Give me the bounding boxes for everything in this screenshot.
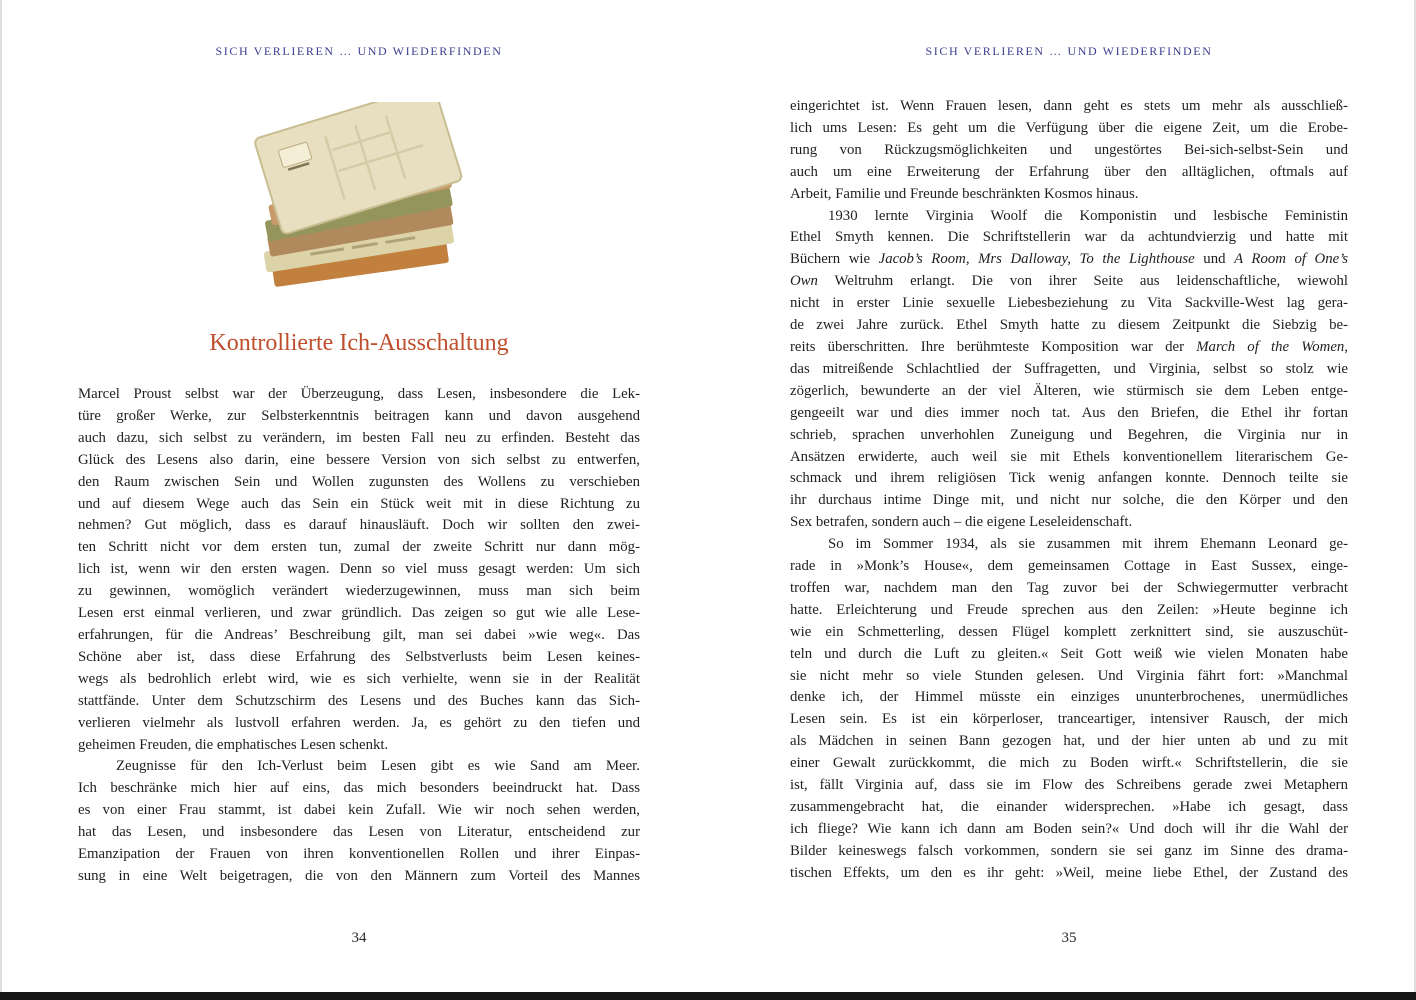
text-line: troffen war, nachdem man den Tag zuvor bei der Schwiegermutter verbracht [790, 579, 1348, 596]
page-number-right: 35 [1061, 930, 1077, 946]
paragraph [790, 96, 1348, 206]
text-line: und auf diesem Wege auch das Sein ein Stück weit mit in diese Richtung zu [78, 495, 640, 512]
text-line: auch um eine Erweiterung der Erfahrung über den alltäglichen, oftmals auf [790, 163, 1348, 180]
paragraph [790, 206, 1348, 535]
scan-bottom-bar [0, 992, 1416, 1000]
text-line: rade in »Monk’s House«, dem gemeinsamen Cottage in East Sussex, einge- [790, 558, 1348, 575]
text-line: rung von Rückzugsmöglichkeiten und ungestörtes Bei-sich-selbst-Sein und [790, 141, 1348, 158]
text-line: stattfände. Unter dem Schutzschirm des Lesens und des Buches kann das Sich- [78, 692, 640, 709]
left-body-text [78, 384, 640, 888]
text-line: nehmen? Gut möglich, dass es darauf hinausläuft. Doch wir sollten den zwei- [78, 517, 640, 534]
paragraph [78, 384, 640, 756]
text-line: geheimen Freuden, die emphatisches Lesen schenkt. [78, 736, 389, 753]
text-line: Schöne aber ist, dass diese Erfahrung des Selbstverlusts beim Lesen keines- [78, 648, 640, 665]
chapter-heading: Kontrollierte Ich-Ausschaltung [209, 330, 509, 356]
left-page [0, 0, 708, 992]
text-line: Zeugnisse für den Ich-Verlust beim Lesen gibt es wie Sand am Meer. [116, 758, 640, 775]
text-line: Ethel Smyth kennen. Die Schriftstellerin war da achtundvierzig und hatte mit [790, 229, 1348, 246]
page-number-left: 34 [351, 930, 367, 946]
text-line: es von einer Frau stammt, ist dabei kein Zufall. Wie wir noch sehen werden, [78, 802, 640, 819]
text-line: teln und durch die Luft zu gleiten.« Seit Gott weiß wie vielen Monaten habe [790, 645, 1348, 662]
text-line: de zwei Jahre zurück. Ethel Smyth hatte zu diesem Zeitpunkt die Siebzig be- [790, 317, 1348, 334]
paragraph [78, 756, 640, 887]
text-line: schrieb, sprachen unverhohlen Zuneigung und Begehren, die Virginia nur in [790, 426, 1348, 443]
text-line: zögerlich, bewunderte an der viel Älteren, wie stürmisch sie dem Leben entge- [790, 382, 1348, 399]
text-line: ist, fällt Virginia auf, dass sie im Flow des Schreibens gerade zwei Metaphern [790, 777, 1348, 794]
text-line: den Raum zwischen Sein und Wollen zugunsten des Wollens zu verschieben [78, 473, 640, 490]
text-line: wegs als bedrohlich erlebt wird, wie es sich verhielte, wenn sie in der Realität [78, 670, 640, 687]
text-line: Ich beschränke mich hier auf eins, das mich besonders beeindruckt hat. Dass [78, 780, 640, 797]
text-line: Arbeit, Familie und Freunde beschränkten Kosmos hinaus. [790, 185, 1139, 202]
text-line: einer Gewalt zurückkommt, die mich zu Boden wirft.« Schriftstellerin, die sie [790, 755, 1348, 772]
text-line: wie ein Schmetterling, dessen Flügel komplett zerknittert sind, sie auszuschüt- [790, 623, 1348, 640]
text-line: lich ist, wenn wir den ersten wagen. Denn so viel muss gesagt werden: Um sich [78, 561, 640, 578]
text-line: lich ums Lesen: Es geht um die Verfügung über die eigene Zeit, um die Erobe- [790, 119, 1348, 136]
text-line: ten Schritt nicht vor dem ersten tun, zumal der zweite Schritt nur dann mög- [78, 539, 640, 556]
books-illustration [239, 102, 479, 292]
text-line: sung in eine Welt beigetragen, die von den Männern zum Vorteil des Mannes [78, 867, 640, 884]
right-page [708, 0, 1416, 992]
text-line: Sex betrafen, sondern auch – die eigene Leseleidenschaft. [790, 514, 1133, 531]
text-line: nicht in erster Linie sexuelle Liebesbeziehung zu Vita Sackville-West lag gera- [790, 295, 1348, 312]
text-line: zu gewinnen, womöglich verändert wiederzugewinnen, muss man sich beim [78, 583, 640, 600]
text-line: türe großer Werke, zur Selbsterkenntnis beitragen kann und davon ausgehend [78, 407, 640, 424]
running-head-left: SICH VERLIEREN … UND WIEDERFINDEN [215, 44, 503, 58]
text-line: zusammengebracht hat, die einander widersprechen. »Habe ich gesagt, dass [790, 799, 1348, 815]
text-line: ihr durchaus intime Dinge mit, und nicht nur solche, die den Körper und den [790, 492, 1348, 509]
text-line: das mitreißende Schlachtlied der Suffragetten, und Virginia, selbst so stolz wie [790, 360, 1348, 377]
text-line: Bilder keineswegs falsch vorkommen, sondern sie sei ganz im Sinne des drama- [790, 842, 1348, 859]
text-line: hat das Lesen, und insbesondere das Lesen von Literatur, entscheidend zur [78, 824, 640, 841]
text-line: Marcel Proust selbst war der Überzeugung, dass Lesen, insbesondere die Lek- [78, 386, 640, 402]
text-line: Büchern wie Jacob’s Room, Mrs Dalloway, To the Lighthouse und A Room of One’s [790, 251, 1348, 268]
text-line: gengeeilt war und dies immer noch tat. Aus den Briefen, die Ethel ihr fortan [790, 404, 1348, 421]
text-line: Lesen erst einmal verlieren, und zwar gründlich. Das zeigen so gut wie alle Lese- [78, 605, 640, 622]
text-line: 1930 lernte Virginia Woolf die Komponistin und lesbische Feministin [828, 207, 1348, 224]
text-line: als Mädchen in seinen Bann gezogen hat, und der hier unten ab und zu mit [790, 733, 1348, 750]
text-line: ich fliege? Wie kann ich dann am Boden sein?« Und doch will ihr die Wahl der [790, 820, 1348, 837]
text-line: So im Sommer 1934, als sie zusammen mit ihrem Ehemann Leonard ge- [828, 536, 1348, 553]
text-line: Ansätzen erwiderte, auch weil sie mit Ethels konventionellem literarischem Ge- [790, 448, 1348, 465]
running-head-right: SICH VERLIEREN … UND WIEDERFINDEN [925, 44, 1213, 58]
scan-edge-left [0, 0, 2, 1000]
text-line: Own Weltruhm erlangt. Die von ihrer Seite aus leidenschaftliche, wiewohl [790, 273, 1348, 290]
text-line: tischen Effekts, um den es ihr geht: »Weil, meine liebe Ethel, der Zustand des [790, 864, 1348, 881]
text-line: hatte. Erleichterung und Freude sprechen aus den Zeilen: »Heute beginne ich [790, 601, 1348, 618]
right-body-text [790, 96, 1348, 885]
books-photo [239, 102, 479, 292]
text-line: verlieren vielmehr als lustvoll erfahren werden. Ja, es gehört zu den tiefen und [78, 714, 640, 731]
text-line: erfahrungen, für die Andreas’ Beschreibung gilt, man sei dabei »wie weg«. Das [78, 626, 640, 643]
text-line: Lesen sein. Es ist ein körperloser, tranceartiger, intensiver Rausch, der mich [790, 711, 1348, 728]
paragraph [790, 534, 1348, 885]
text-line: sie nicht mehr so viele Stunden gelesen. Und Virginia fährt fort: »Manchmal [790, 667, 1348, 684]
text-line: reits überschritten. Ihre berühmteste Komposition war der March of the Women, [790, 338, 1348, 355]
text-line: auch dazu, sich selbst zu verändern, im besten Fall neu zu erfinden. Besteht das [78, 429, 640, 446]
text-line: Glück des Lesens also darin, eine bessere Version von sich selbst zu entwerfen, [78, 451, 640, 468]
text-line: Emanzipation der Frauen von ihren konventionellen Rollen und ihrer Einpas- [78, 846, 640, 863]
text-line: eingerichtet ist. Wenn Frauen lesen, dann geht es stets um mehr als ausschließ- [790, 98, 1348, 114]
text-line: schmack und ihrem religiösen Tick wenig anfangen konnte. Dennoch teilte sie [790, 470, 1348, 487]
text-line: denke ich, der Himmel müsste ein einziges ununterbrochenes, unermüdliches [790, 689, 1348, 706]
